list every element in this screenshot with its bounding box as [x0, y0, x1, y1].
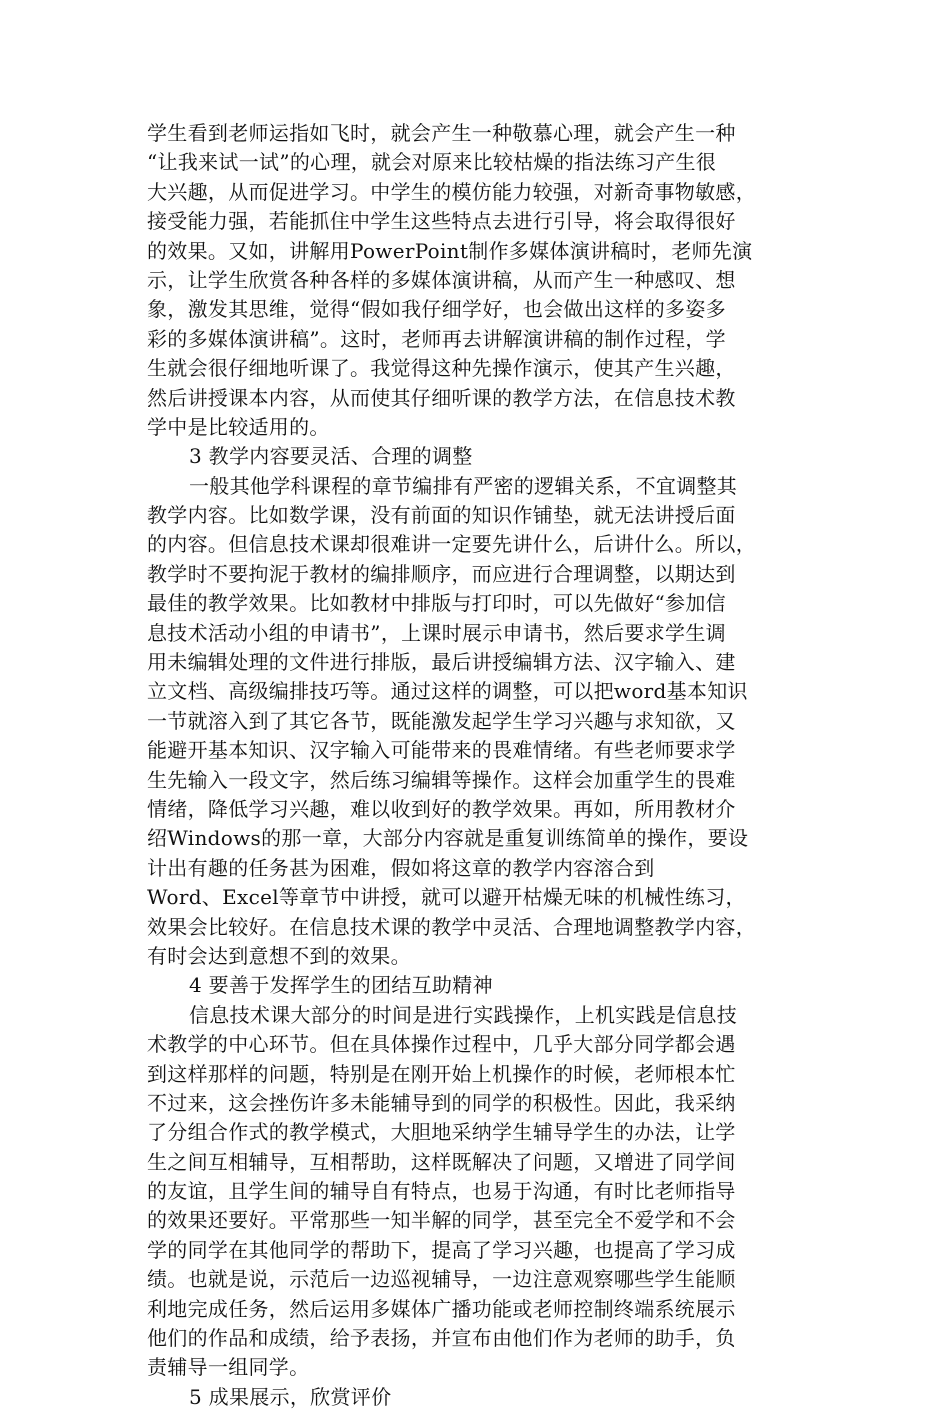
text-line: 立文档、高级编排技巧等。通过这样的调整，可以把word基本知识 — [147, 679, 748, 704]
text-line: 利地完成任务，然后运用多媒体广播功能或老师控制终端系统展示 — [147, 1296, 736, 1321]
text-line: 到这样那样的问题，特别是在刚开始上机操作的时候，老师根本忙 — [147, 1061, 736, 1086]
text-line: 的效果。又如，讲解用PowerPoint制作多媒体演讲稿时，老师先演 — [147, 238, 753, 263]
text-line: 能避开基本知识、汉字输入可能带来的畏难情绪。有些老师要求学 — [147, 738, 736, 763]
text-line: Word、Excel等章节中讲授，就可以避开枯燥无味的机械性练习， — [147, 885, 746, 910]
section-heading: 5 成果展示，欣赏评价 — [189, 1384, 392, 1409]
text-line: 他们的作品和成绩，给予表扬，并宣布由他们作为老师的助手，负 — [147, 1326, 736, 1351]
text-line: 息技术活动小组的申请书”，上课时展示申请书，然后要求学生调 — [147, 620, 726, 645]
text-line: 信息技术课大部分的时间是进行实践操作，上机实践是信息技 — [189, 1002, 738, 1027]
document-body — [147, 119, 807, 1412]
text-line: 生之间互相辅导，互相帮助，这样既解决了问题，又增进了同学间 — [147, 1149, 736, 1174]
section-heading: 4 要善于发挥学生的团结互助精神 — [189, 973, 493, 998]
text-line: 绍Windows的那一章，大部分内容就是重复训练简单的操作，要设 — [147, 826, 749, 851]
text-line: 一般其他学科课程的章节编排有严密的逻辑关系，不宜调整其 — [189, 473, 738, 498]
text-line: 生先输入一段文字，然后练习编辑等操作。这样会加重学生的畏难 — [147, 767, 736, 792]
text-line: 接受能力强，若能抓住中学生这些特点去进行引导，将会取得很好 — [147, 209, 736, 234]
text-line: 学中是比较适用的。 — [147, 414, 330, 439]
text-line: “让我来试一试”的心理，就会对原来比较枯燥的指法练习产生很 — [147, 150, 717, 175]
text-line: 效果会比较好。在信息技术课的教学中灵活、合理地调整教学内容， — [147, 914, 756, 939]
text-line: 生就会很仔细地听课了。我觉得这种先操作演示，使其产生兴趣， — [147, 356, 736, 381]
text-line: 绩。也就是说，示范后一边巡视辅导，一边注意观察哪些学生能顺 — [147, 1267, 736, 1292]
text-line: 示，让学生欣赏各种各样的多媒体演讲稿，从而产生一种感叹、想 — [147, 267, 736, 292]
text-line: 教学内容。比如数学课，没有前面的知识作铺垫，就无法讲授后面 — [147, 503, 736, 528]
text-line: 然后讲授课本内容，从而使其仔细听课的教学方法，在信息技术教 — [147, 385, 736, 410]
text-line: 责辅导一组同学。 — [147, 1355, 310, 1380]
text-line: 的友谊，且学生间的辅导自有特点，也易于沟通，有时比老师指导 — [147, 1179, 736, 1204]
text-line: 大兴趣，从而促进学习。中学生的模仿能力较强，对新奇事物敏感， — [147, 179, 756, 204]
section-heading: 3 教学内容要灵活、合理的调整 — [189, 444, 473, 469]
text-line: 情绪，降低学习兴趣，难以收到好的教学效果。再如，所用教材介 — [147, 796, 736, 821]
text-line: 术教学的中心环节。但在具体操作过程中，几乎大部分同学都会遇 — [147, 1032, 736, 1057]
text-line: 不过来，这会挫伤许多未能辅导到的同学的积极性。因此，我采纳 — [147, 1090, 736, 1115]
text-line: 一节就溶入到了其它各节，既能激发起学生学习兴趣与求知欲，又 — [147, 708, 736, 733]
text-line: 计出有趣的任务甚为困难，假如将这章的教学内容溶合到 — [147, 855, 655, 880]
text-line: 的内容。但信息技术课却很难讲一定要先讲什么，后讲什么。所以， — [147, 532, 756, 557]
text-line: 用未编辑处理的文件进行排版，最后讲授编辑方法、汉字输入、建 — [147, 650, 736, 675]
text-line: 彩的多媒体演讲稿”。这时，老师再去讲解演讲稿的制作过程，学 — [147, 326, 726, 351]
text-line: 有时会达到意想不到的效果。 — [147, 943, 411, 968]
text-line: 学的同学在其他同学的帮助下，提高了学习兴趣，也提高了学习成 — [147, 1237, 736, 1262]
text-line: 最佳的教学效果。比如教材中排版与打印时，可以先做好“参加信 — [147, 591, 726, 616]
text-line: 学生看到老师运指如飞时，就会产生一种敬慕心理，就会产生一种 — [147, 121, 736, 145]
text-line: 的效果还要好。平常那些一知半解的同学，甚至完全不爱学和不会 — [147, 1208, 736, 1233]
text-line: 教学时不要拘泥于教材的编排顺序，而应进行合理调整，以期达到 — [147, 561, 736, 586]
text-line: 象，激发其思维，觉得“假如我仔细学好，也会做出这样的多姿多 — [147, 297, 726, 322]
text-line: 了分组合作式的教学模式，大胆地采纳学生辅导学生的办法，让学 — [147, 1120, 736, 1145]
